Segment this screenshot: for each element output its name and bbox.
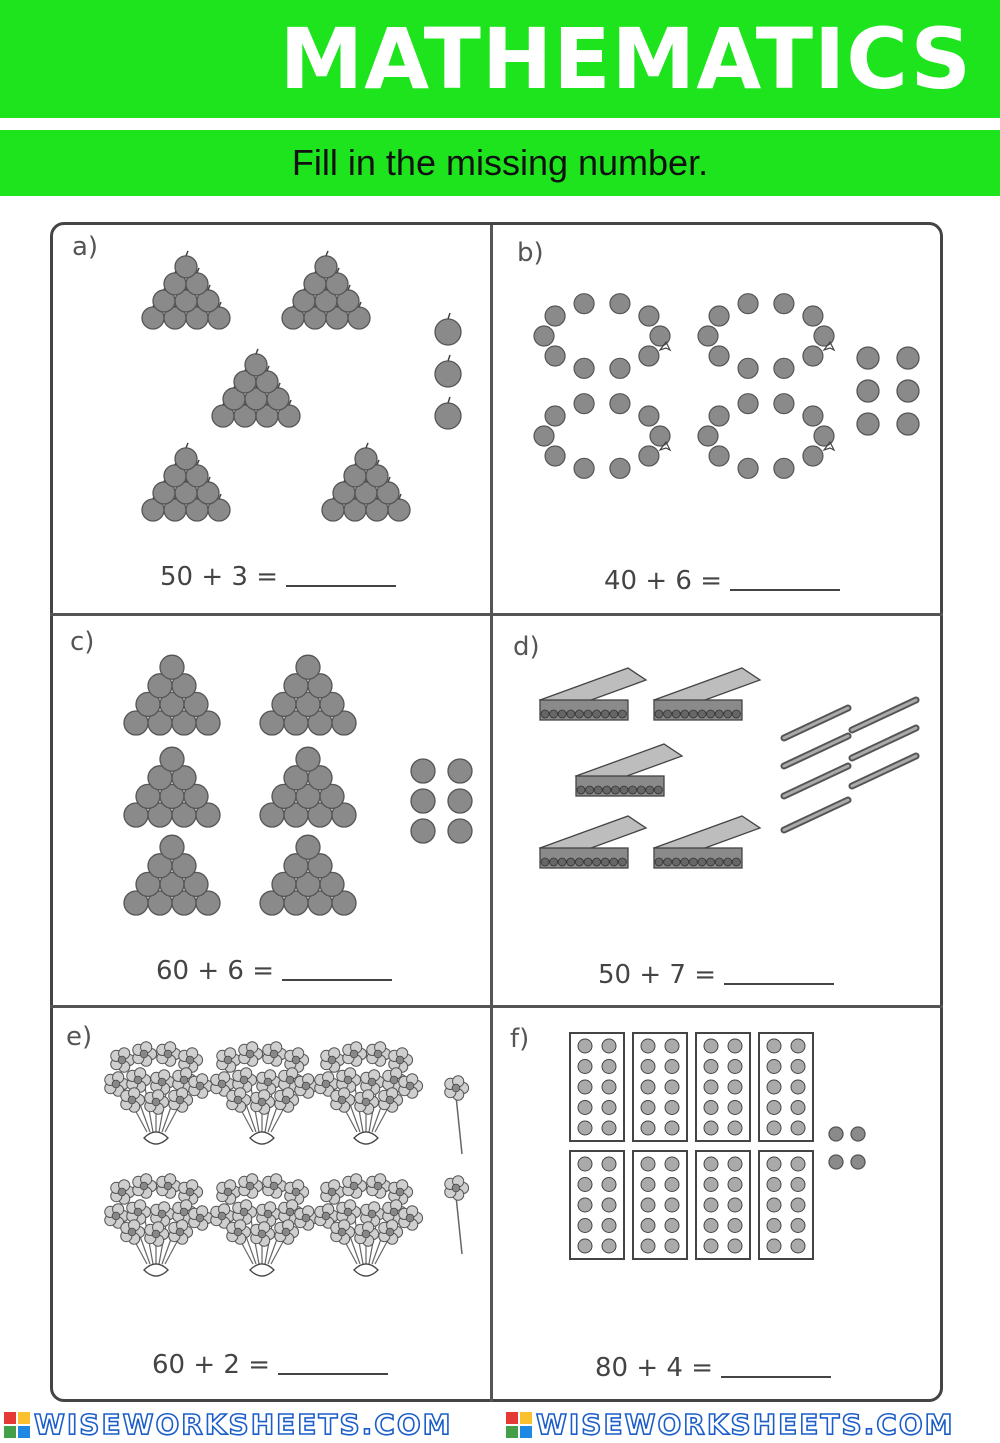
bead (897, 347, 919, 369)
brand-logo-icon (506, 1412, 532, 1438)
problem-f-pictures (570, 1033, 865, 1259)
bead-necklace (534, 294, 670, 379)
pencil (784, 736, 848, 766)
problem-e-label: e) (66, 1022, 93, 1052)
flower-bouquet (105, 1042, 213, 1144)
ball-pyramid (124, 655, 220, 735)
brand-name: WISEWORKSHEETS.COM (34, 1408, 453, 1441)
equation-text: 60 + 6 = (156, 956, 274, 986)
button-card (759, 1033, 813, 1141)
apple-pyramid (142, 251, 230, 329)
pencil-box (540, 816, 646, 868)
apple-pyramid (322, 443, 410, 521)
pencil (784, 800, 848, 830)
problem-b-label: b) (517, 238, 544, 268)
pencil (784, 766, 848, 796)
single-flower (445, 1176, 469, 1254)
flower-bouquet (315, 1174, 423, 1276)
apple-pyramid (142, 443, 230, 521)
pencil-box (654, 668, 760, 720)
bead (897, 380, 919, 402)
problem-d-pictures (540, 668, 916, 868)
button-card (633, 1151, 687, 1259)
ball (411, 759, 435, 783)
page-title: MATHEMATICS (279, 10, 972, 108)
loose-button (829, 1127, 843, 1141)
problem-e-pictures (105, 1042, 469, 1276)
ball (411, 789, 435, 813)
problem-d-label: d) (513, 632, 540, 662)
problem-a-pictures (142, 251, 461, 521)
button-card (570, 1151, 624, 1259)
problem-c-pictures (124, 655, 472, 915)
apple (435, 397, 461, 429)
pencil-box (576, 744, 682, 796)
button-card (633, 1033, 687, 1141)
button-card (696, 1033, 750, 1141)
pencil-box (540, 668, 646, 720)
ball-pyramid (124, 835, 220, 915)
bead-necklace (534, 394, 670, 479)
ball-pyramid (124, 747, 220, 827)
apple (435, 355, 461, 387)
ball (411, 819, 435, 843)
button-card (570, 1033, 624, 1141)
equation-text: 80 + 4 = (595, 1353, 713, 1383)
ball-pyramid (260, 655, 356, 735)
pencil (784, 708, 848, 738)
brand-logo-icon (4, 1412, 30, 1438)
ball-pyramid (260, 835, 356, 915)
ball (448, 759, 472, 783)
loose-button (851, 1127, 865, 1141)
problem-c-label: c) (70, 627, 95, 657)
problem-f-label: f) (510, 1024, 530, 1054)
apple (435, 313, 461, 345)
problem-a-label: a) (72, 232, 99, 262)
bead-necklace (698, 394, 834, 479)
ball (448, 789, 472, 813)
apple-pyramid (282, 251, 370, 329)
flower-bouquet (105, 1174, 213, 1276)
flower-bouquet (315, 1042, 423, 1144)
apple-pyramid (212, 349, 300, 427)
loose-button (829, 1155, 843, 1169)
bead (857, 380, 879, 402)
brand-name: WISEWORKSHEETS.COM (536, 1408, 955, 1441)
equation-text: 40 + 6 = (604, 566, 722, 596)
button-card (759, 1151, 813, 1259)
bead (897, 413, 919, 435)
equation-text: 60 + 2 = (152, 1350, 270, 1380)
bead (857, 413, 879, 435)
pencil (852, 756, 916, 786)
flower-bouquet (211, 1174, 319, 1276)
ball-pyramid (260, 747, 356, 827)
pencil-box (654, 816, 760, 868)
footer (0, 1408, 1000, 1443)
equation-text: 50 + 7 = (598, 960, 716, 990)
pencil (852, 700, 916, 730)
bead-necklace (698, 294, 834, 379)
instruction-text: Fill in the missing number. (291, 142, 709, 183)
flower-bouquet (211, 1042, 319, 1144)
ball (448, 819, 472, 843)
pencil (852, 728, 916, 758)
equation-text: 50 + 3 = (160, 562, 278, 592)
bead (857, 347, 879, 369)
loose-button (851, 1155, 865, 1169)
single-flower (445, 1076, 469, 1154)
button-card (696, 1151, 750, 1259)
problem-b-pictures (534, 294, 919, 479)
